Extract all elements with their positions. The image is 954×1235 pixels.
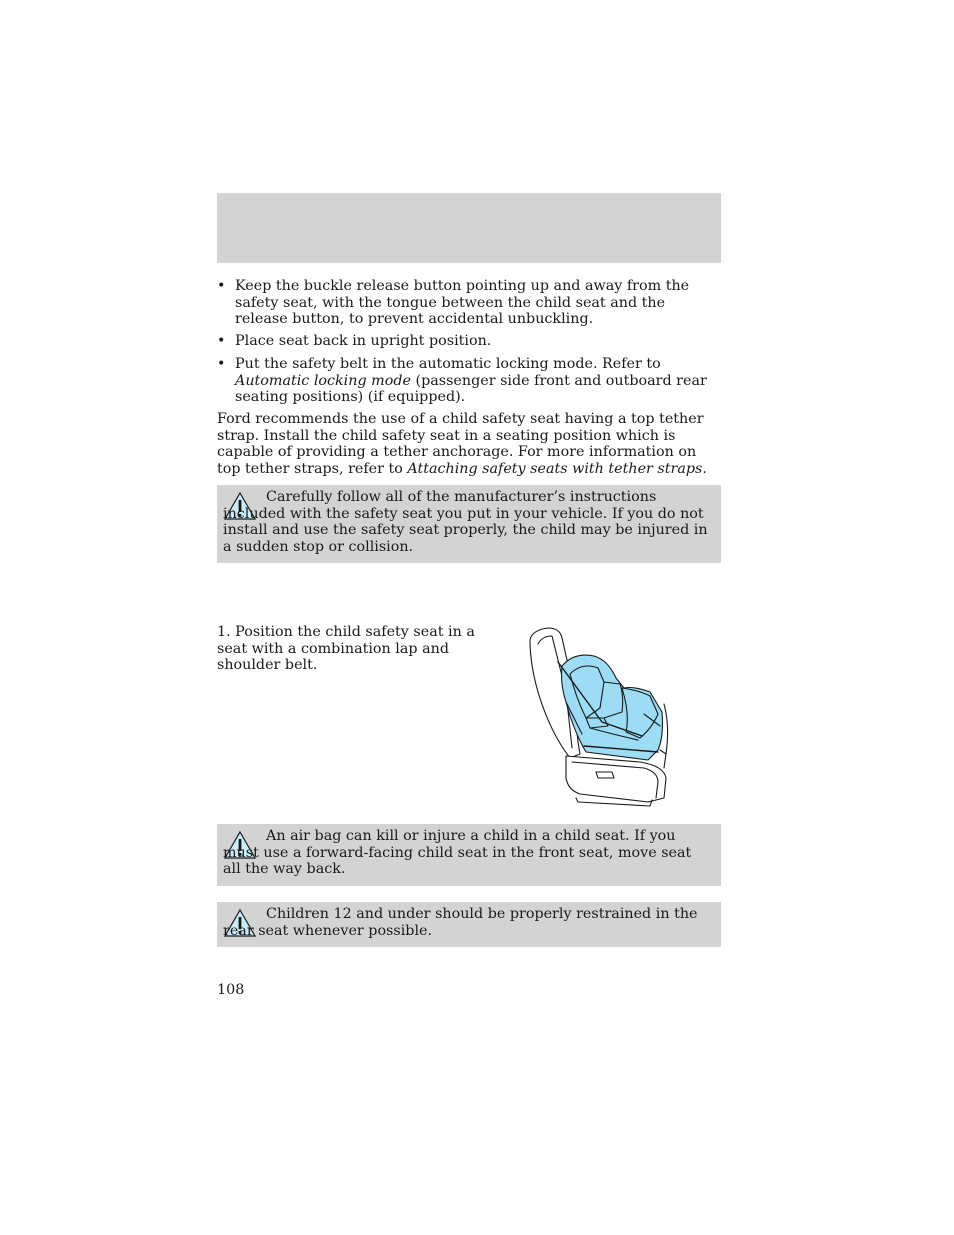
paragraph-text-end: .	[702, 460, 707, 477]
section-header-band	[217, 193, 721, 263]
warning-text: An air bag can kill or injure a child in a child seat. If you must use a forward-facing child seat in the front seat, move seat all the way back.	[223, 828, 692, 878]
warning-box-rear-seat	[217, 902, 721, 947]
bullet-text	[235, 356, 721, 406]
bullet-item-locking-mode	[217, 356, 721, 408]
warning-text: Children 12 and under should be properly restrained in the rear seat whenever possible.	[223, 906, 698, 939]
warning-box-manufacturer-instructions	[217, 485, 721, 563]
crossref-automatic-locking-mode: Automatic locking mode	[235, 372, 411, 389]
bullet-text-pre: Put the safety belt in the automatic locking mode. Refer to	[235, 356, 661, 372]
step-1-text: 1. Position the child safety seat in a seat with a combination lap and shoulder belt.	[217, 624, 475, 674]
bullet-glyph: •	[217, 356, 226, 372]
paragraph-text: Ford recommends the use of a child safety seat having a top tether strap. Install the child safety seat in a seating position which is capable of providing a tether anchorage. For more information on top tether straps, refer to	[217, 411, 704, 477]
crossref-tether-straps: Attaching safety seats with tether straps	[407, 460, 703, 477]
page-number: 108	[217, 982, 245, 998]
bullet-text: Keep the buckle release button pointing up and away from the safety seat, with the tongue between the child seat and the release button, to prevent accidental unbuckling.	[235, 278, 690, 328]
warning-text: Carefully follow all of the manufacturer’s instructions included with the safety seat you put in your vehicle. If you do not install and use the safety seat properly, the child may be injured in a sudden stop or collision.	[223, 489, 708, 555]
child-seat-illustration	[520, 622, 680, 808]
bullet-item-buckle	[217, 278, 721, 330]
bullet-glyph: •	[217, 333, 226, 349]
bullet-glyph: •	[217, 278, 226, 294]
bullet-item-upright	[217, 333, 721, 351]
warning-box-air-bag	[217, 824, 721, 886]
bullet-text-post: (passenger side front and outboard rear seating positions) (if equipped).	[235, 372, 707, 406]
bullet-text: Place seat back in upright position.	[235, 333, 492, 349]
tether-paragraph	[217, 411, 717, 477]
